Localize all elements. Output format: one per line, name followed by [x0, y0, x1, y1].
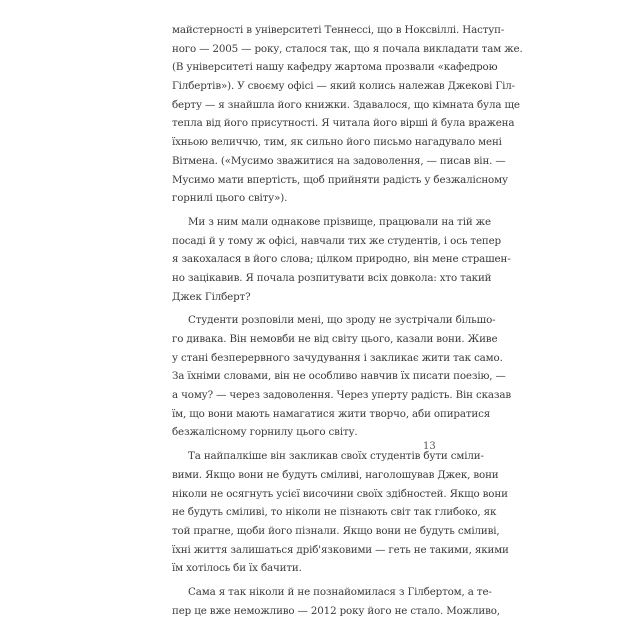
- text-line: майстерності в університеті Теннессі, що в Ноксвіллі. Наступ-: [172, 24, 505, 36]
- text-line: у стані безперервного зачудування і закликає жити так само.: [172, 351, 503, 364]
- text-line: Ми з ним мали однакове прізвище, працювали на тій же: [188, 215, 491, 228]
- text-line: той прагне, щоби його пізнали. Якщо вони не будуть сміливі,: [172, 524, 500, 537]
- text-line: берту — я знайшла його книжки. Здавалося, що кімната була ще: [172, 98, 520, 111]
- text-line: я закохалася в його слова; цілком природно, він мене страшен-: [172, 253, 511, 266]
- text-line: Вітмена. («Мусимо зважитися на задоволення, — писав він. —: [172, 154, 506, 167]
- text-line: вими. Якщо вони не будуть сміливі, наголошував Джек, вони: [172, 468, 499, 481]
- text-line: го дивака. Він немовби не від світу цього, казали вони. Живе: [172, 333, 498, 345]
- text-line: їхні життя залишаться дріб'язковими — геть не такими, якими: [172, 543, 509, 556]
- text-line: пер це вже неможливо — 2012 року його не стало. Можливо,: [172, 604, 500, 617]
- paragraph: [172, 213, 511, 306]
- text-line: а чому? — через задоволення. Через уперту радість. Він сказав: [172, 389, 511, 402]
- text-line: Джек Гілберт?: [172, 290, 251, 303]
- text-line: ного — 2005 — року, сталося так, що я почала викладати там же.: [172, 42, 523, 55]
- page-number: 13: [423, 441, 436, 452]
- book-page-text: [172, 21, 523, 620]
- paragraph: [172, 21, 523, 208]
- text-line: не будуть сміливі, то ніколи не пізнають світ так глибоко, як: [172, 506, 497, 519]
- text-line: тепла від його присутності. Я читала його вірші й була вражена: [172, 117, 515, 130]
- paragraph: [172, 311, 511, 442]
- text-line: (В університеті нашу кафедру жартома прозвали «кафедрою: [172, 61, 498, 74]
- text-line: Мусимо мати впертість, щоб прийняти радість у безжалісному: [172, 173, 508, 186]
- text-line: Та найпалкіше він закликав своїх студентів бути сміли-: [188, 450, 484, 463]
- text-line: но зацікавив. Я почала розпитувати всіх довкола: хто такий: [172, 271, 492, 284]
- text-line: посаді й у тому ж офісі, навчали тих же студентів, і ось тепер: [172, 234, 501, 247]
- text-line: ніколи не осягнуть усієї височини своїх здібностей. Якщо вони: [172, 487, 508, 500]
- text-line: їхньою величчю, тим, як сильно його письмо нагадувало мені: [172, 136, 502, 149]
- text-line: За їхніми словами, він не особливо навчив їх писати поезію, —: [172, 370, 506, 383]
- text-line: їм хотілось би їх бачити.: [172, 562, 302, 575]
- text-line: Студенти розповіли мені, що зроду не зустрічали більшо-: [188, 314, 496, 327]
- text-line: їм, що вони мають намагатися жити творчо, аби опиратися: [172, 407, 491, 420]
- paragraph: [172, 583, 500, 620]
- text-line: безжалісному горнилу цього світу.: [172, 426, 358, 439]
- text-line: Гілбертів»). У своєму офісі — який колись належав Джекові Гіл-: [172, 80, 515, 93]
- text-line: горнилі цього світу»).: [172, 192, 288, 205]
- text-line: Сама я так ніколи й не познайомилася з Гілбертом, а те-: [188, 585, 492, 598]
- paragraph: [172, 447, 509, 578]
